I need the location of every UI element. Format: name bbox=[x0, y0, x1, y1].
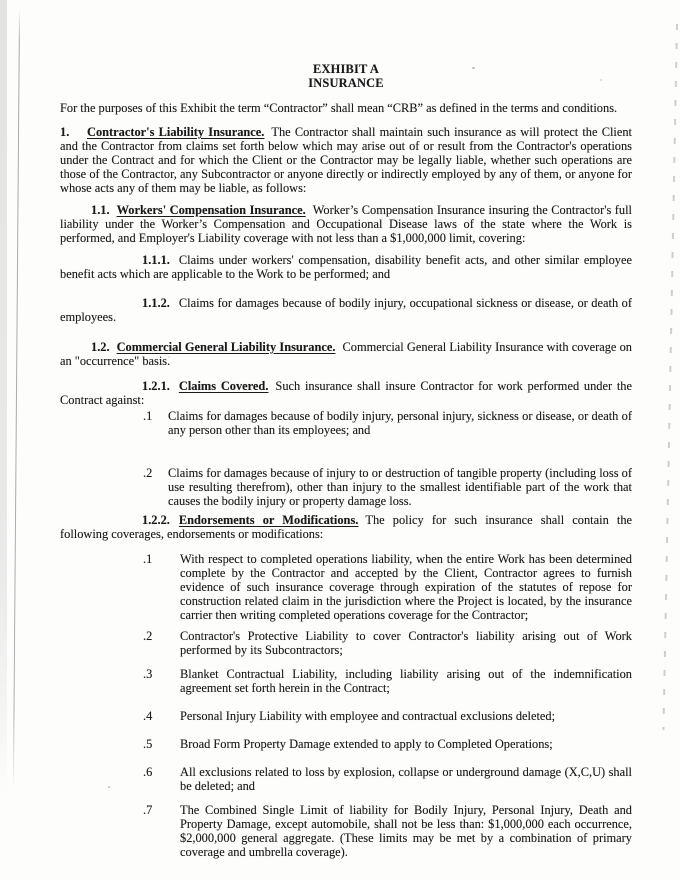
endorsement-item bbox=[143, 765, 632, 793]
section-1-2-1-heading: Claims Covered. bbox=[178, 379, 269, 393]
exhibit-title-line: EXHIBIT A bbox=[313, 62, 379, 76]
endorsement-item bbox=[143, 737, 632, 751]
item-number: .7 bbox=[143, 803, 153, 817]
section-1-1 bbox=[60, 203, 632, 245]
section-1-heading: Contractor's Liability Insurance. bbox=[87, 125, 265, 139]
item-number: .4 bbox=[143, 709, 153, 723]
section-1-1-1-number: 1.1.1. bbox=[142, 253, 170, 267]
item-text: All exclusions related to loss by explosion, collapse or underground damage (X,C,U) shall be deleted; and bbox=[180, 765, 632, 793]
claims-covered-item bbox=[143, 409, 632, 437]
section-1-2-1-text: Such insurance shall insure Contractor for work performed under the Contract against: bbox=[60, 379, 632, 407]
section-1-number: 1. bbox=[60, 125, 70, 139]
item-text: Personal Injury Liability with employee and contractual exclusions deleted; bbox=[180, 709, 556, 723]
section-1-1-text: Worker’s Compensation Insurance insuring the Contractor's full liability under the Worker’s Compensation and Occupational Disease laws of the state where the Work is performed, and Employer's Liability coverage with not less than a $1,000,000 limit, covering: bbox=[60, 203, 632, 245]
endorsement-item bbox=[143, 667, 632, 695]
claims-covered-item bbox=[143, 466, 632, 508]
item-number: .3 bbox=[143, 667, 153, 681]
section-1-2-1 bbox=[60, 379, 632, 407]
section-1-1-2-text: Claims for damages because of bodily injury, occupational sickness or disease, or death of employees. bbox=[60, 296, 632, 324]
item-number: .2 bbox=[143, 466, 153, 480]
item-text: The Combined Single Limit of liability for Bodily Injury, Personal Injury, Death and Property Damage, except automobile, shall not be less than: $1,000,000 each occurrence, $2,000,000 general aggregate. (These limits may be met by a combination of primary coverage and umbrella coverage). bbox=[180, 803, 632, 859]
section-1-1-number: 1.1. bbox=[91, 203, 110, 217]
item-text: Blanket Contractual Liability, including liability arising out of the indemnification agreement set forth herein in the Contract; bbox=[180, 667, 632, 695]
scan-perforation-dashes bbox=[662, 24, 678, 730]
section-1-1-1 bbox=[60, 253, 632, 281]
section-1-2-2 bbox=[60, 513, 632, 541]
endorsement-item bbox=[143, 803, 632, 859]
item-text: With respect to completed operations liability, when the entire Work has been determined complete by the Contractor and accepted by the Client, Contractor agrees to furnish evidence of such insurance coverage through expiration of the statutes of repose for construction related claim in the jurisdiction where the Project is located, by the insurance carrier then writing completed operations coverage for the Contractor; bbox=[180, 552, 632, 622]
item-number: .1 bbox=[143, 409, 153, 423]
item-number: .6 bbox=[143, 765, 153, 779]
section-1-2-2-number: 1.2.2. bbox=[142, 513, 170, 527]
section-1-2-heading: Commercial General Liability Insurance. bbox=[116, 340, 336, 354]
item-number: .5 bbox=[143, 737, 153, 751]
intro-paragraph: For the purposes of this Exhibit the term “Contractor” shall mean “CRB” as defined in the terms and conditions. bbox=[60, 101, 618, 115]
endorsement-item bbox=[143, 629, 632, 657]
endorsement-item bbox=[143, 709, 632, 723]
section-1 bbox=[60, 125, 632, 195]
item-text: Claims for damages because of injury to or destruction of tangible property (including loss of use resulting therefrom), other than injury to the smallest identifiable part of the work that causes the bodily injury or property damage loss. bbox=[168, 466, 632, 508]
scan-edge-line bbox=[13, 10, 20, 788]
section-1-2-1-number: 1.2.1. bbox=[142, 379, 170, 393]
section-1-2-2-text: The policy for such insurance shall contain the following coverages, endorsements or modifications: bbox=[60, 513, 633, 541]
item-number: .1 bbox=[143, 552, 153, 566]
section-1-2-text: Commercial General Liability Insurance with coverage on an "occurrence" basis. bbox=[60, 340, 632, 368]
exhibit-subtitle-line: INSURANCE bbox=[308, 76, 384, 90]
section-1-2 bbox=[60, 340, 632, 368]
section-1-2-number: 1.2. bbox=[91, 340, 110, 354]
item-text: Contractor's Protective Liability to cover Contractor's liability arising out of Work performed by its Subcontractors; bbox=[180, 629, 632, 657]
section-1-1-heading: Workers' Compensation Insurance. bbox=[116, 203, 306, 217]
scan-edge-band bbox=[0, 0, 7, 793]
section-1-1-2 bbox=[60, 296, 632, 324]
section-1-2-2-heading: Endorsements or Modifications. bbox=[178, 513, 359, 527]
endorsement-item bbox=[143, 552, 632, 622]
section-1-1-2-number: 1.1.2. bbox=[142, 296, 170, 310]
document-body bbox=[60, 0, 632, 859]
item-text: Broad Form Property Damage extended to apply to Completed Operations; bbox=[180, 737, 553, 751]
section-1-1-1-text: Claims under workers' compensation, disability benefit acts, and other similar employee benefit acts which are applicable to the Work to be performed; and bbox=[60, 253, 632, 281]
item-number: .2 bbox=[143, 629, 153, 643]
item-text: Claims for damages because of bodily injury, personal injury, sickness or disease, or death of any person other than its employees; and bbox=[168, 409, 632, 437]
page-title bbox=[60, 62, 632, 90]
section-1-text: The Contractor shall maintain such insurance as will protect the Client and the Contractor from claims set forth below which may arise out of or result from the Contractor's operations under the Contract and for which the Client or the Contractor may be legally liable, whether such operations are those of the Contractor, any Subcontractor or anyone directly or indirectly employed by any of them, or anyone for whose acts any of them may be liable, as follows: bbox=[60, 125, 632, 195]
